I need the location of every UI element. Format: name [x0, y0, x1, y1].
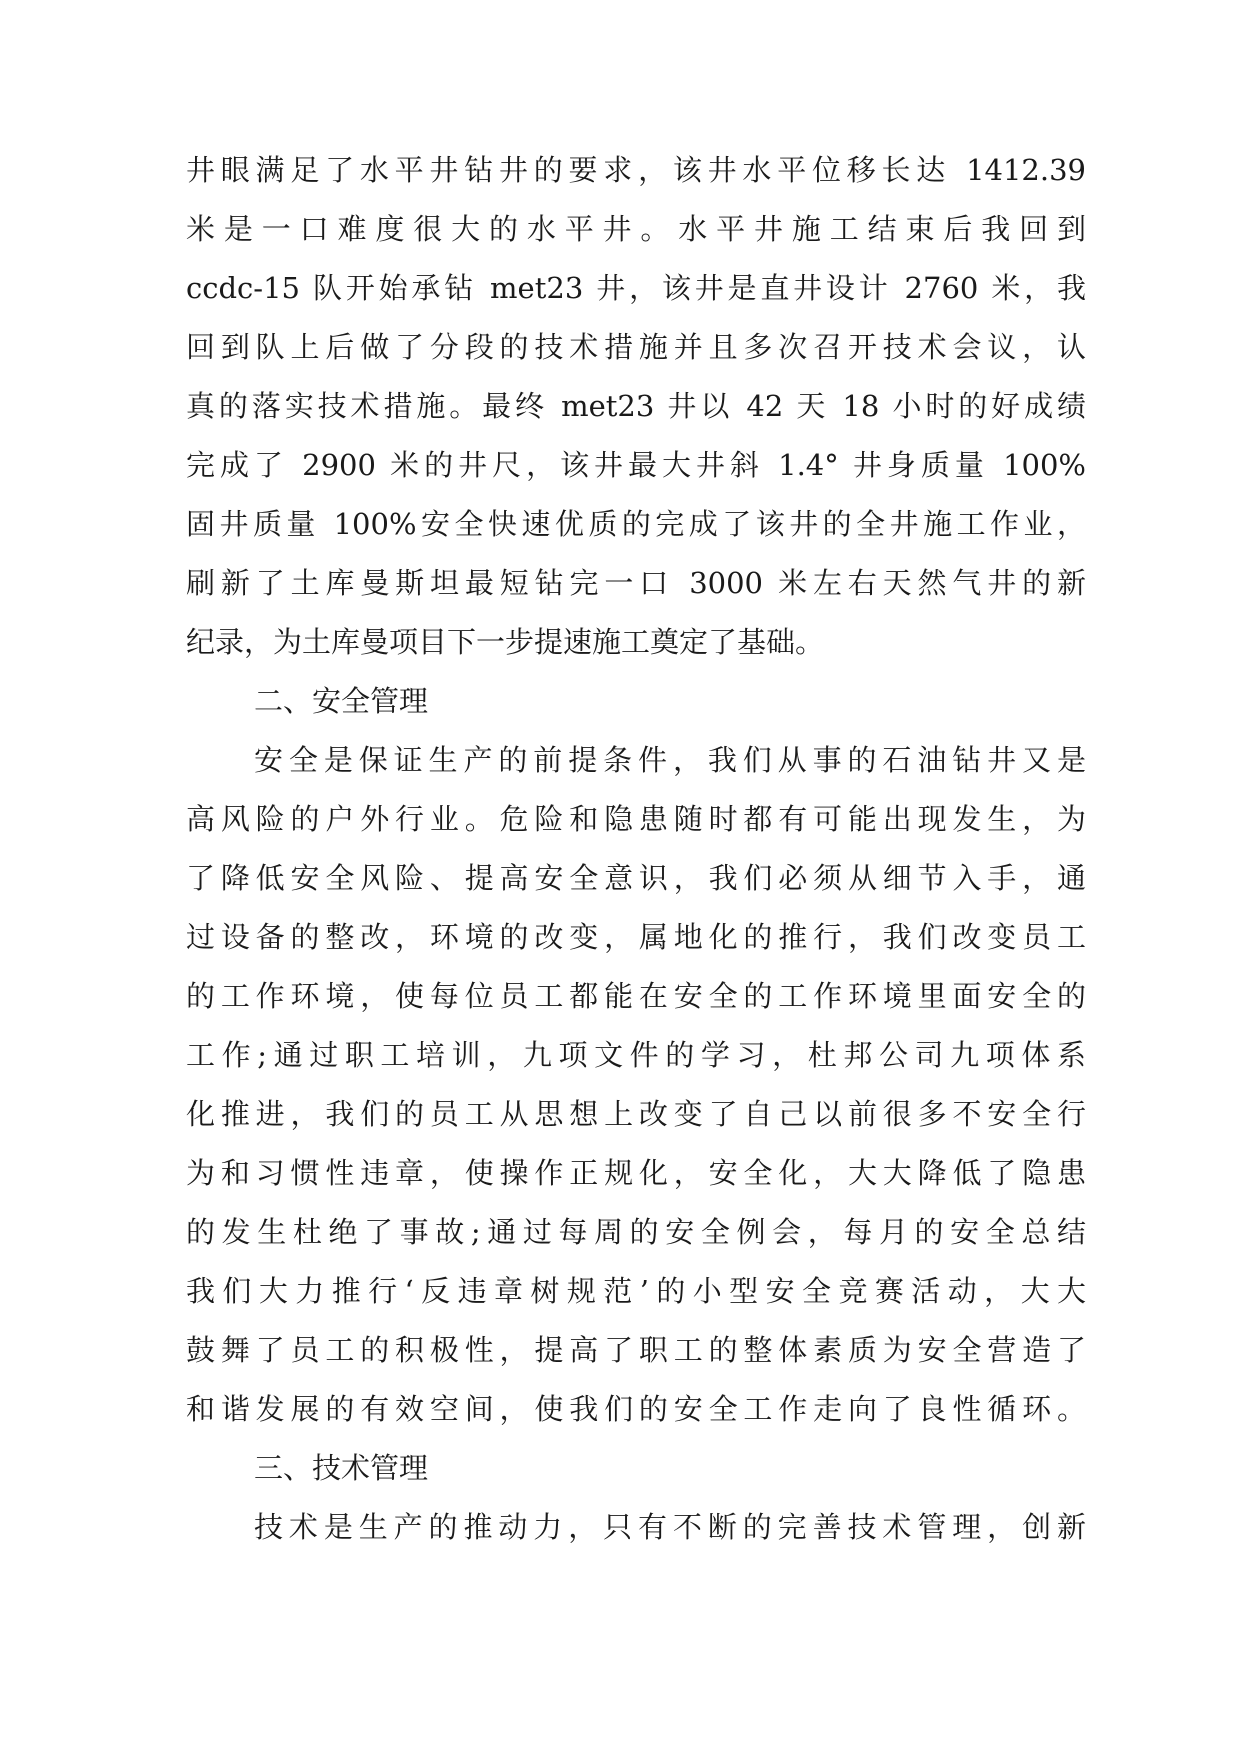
- body-text-line: 回到队上后做了分段的技术措施并且多次召开技术会议，认: [186, 330, 1086, 364]
- body-text-line: 的发生杜绝了事故;通过每周的安全例会，每月的安全总结: [186, 1215, 1086, 1249]
- body-text-line: 为和习惯性违章，使操作正规化，安全化，大大降低了隐患: [186, 1156, 1086, 1190]
- body-text-line: 井眼满足了水平井钻井的要求，该井水平位移长达 1412.39: [186, 153, 1086, 187]
- body-text-line: 高风险的户外行业。危险和隐患随时都有可能出现发生，为: [186, 802, 1086, 836]
- body-text-line: 固井质量 100%安全快速优质的完成了该井的全井施工作业，: [186, 507, 1086, 541]
- body-text-line: 过设备的整改，环境的改变，属地化的推行，我们改变员工: [186, 920, 1086, 954]
- body-text-line: 纪录，为土库曼项目下一步提速施工奠定了基础。: [186, 625, 825, 659]
- body-text-line: 工作;通过职工培训，九项文件的学习，杜邦公司九项体系: [186, 1038, 1086, 1072]
- body-text-line: 真的落实技术措施。最终 met23 井以 42 天 18 小时的好成绩: [186, 389, 1086, 423]
- body-text-line: 刷新了土库曼斯坦最短钻完一口 3000 米左右天然气井的新: [186, 566, 1086, 600]
- body-text-line: 化推进，我们的员工从思想上改变了自己以前很多不安全行: [186, 1097, 1086, 1131]
- body-text-line: 的工作环境，使每位员工都能在安全的工作环境里面安全的: [186, 979, 1086, 1013]
- body-text-line: 和谐发展的有效空间，使我们的安全工作走向了良性循环。: [186, 1392, 1086, 1426]
- body-text-line: 鼓舞了员工的积极性，提高了职工的整体素质为安全营造了: [186, 1333, 1086, 1367]
- section-heading-technology: 三、技术管理: [254, 1451, 429, 1485]
- body-text-line: 米是一口难度很大的水平井。水平井施工结束后我回到: [186, 212, 1086, 246]
- section-heading-safety: 二、安全管理: [254, 684, 429, 718]
- body-text-line: 技术是生产的推动力，只有不断的完善技术管理，创新: [254, 1510, 1086, 1544]
- body-text-line: 我们大力推行‘反违章树规范’的小型安全竞赛活动，大大: [186, 1274, 1086, 1308]
- body-text-line: ccdc-15 队开始承钻 met23 井，该井是直井设计 2760 米，我: [186, 271, 1086, 305]
- body-text-line: 安全是保证生产的前提条件，我们从事的石油钻井又是: [254, 743, 1086, 777]
- body-text-line: 了降低安全风险、提高安全意识，我们必须从细节入手，通: [186, 861, 1086, 895]
- body-text-line: 完成了 2900 米的井尺，该井最大井斜 1.4° 井身质量 100%: [186, 448, 1086, 482]
